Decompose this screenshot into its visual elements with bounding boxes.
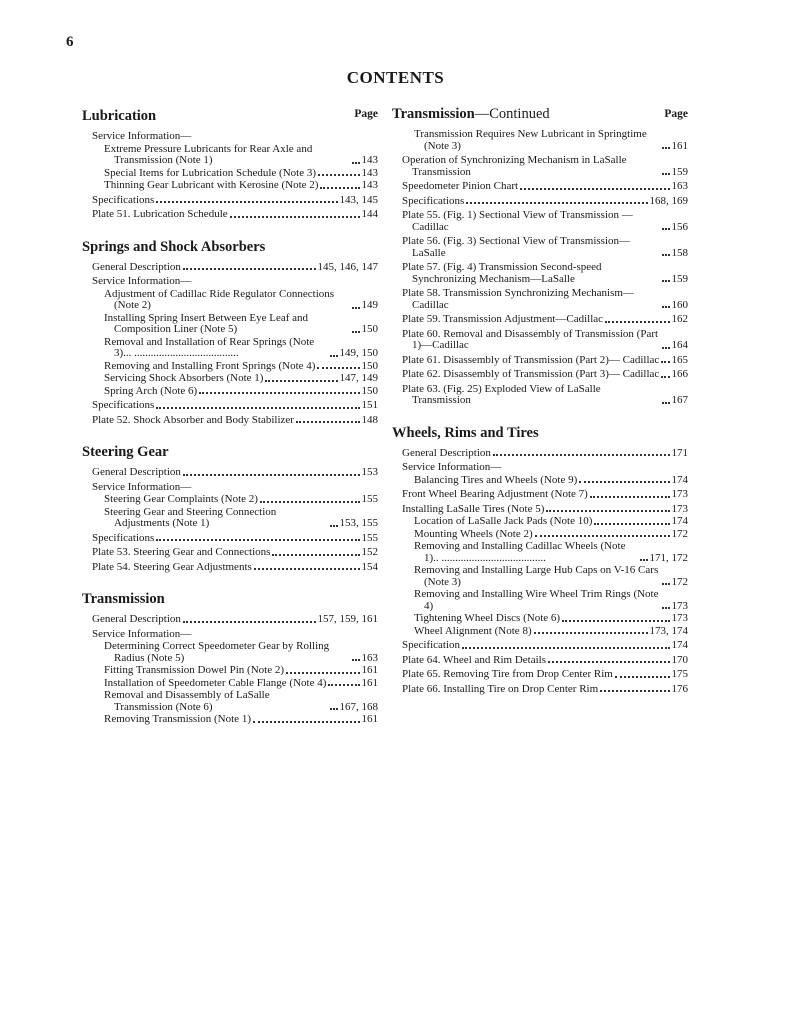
section-heading-text: Transmission: [82, 591, 165, 607]
toc-entry[interactable]: [82, 276, 378, 288]
dot-leader: [352, 331, 360, 333]
entry-page-number: 172: [671, 575, 688, 588]
dot-leader: [156, 407, 359, 409]
dot-leader: [520, 188, 669, 190]
entry-page-number: 168, 169: [649, 194, 688, 207]
entry-title: Thinning Gear Lubricant with Kerosine (Note 2): [104, 179, 319, 191]
entry-page-number: 175: [671, 668, 688, 680]
toc-entry[interactable]: [82, 494, 378, 506]
entry-title: Installing LaSalle Tires (Note 5): [402, 502, 545, 515]
entry-title: Plate 53. Steering Gear and Connections: [92, 546, 271, 558]
section-heading: [82, 444, 378, 461]
entry-page-number: 151: [361, 399, 378, 411]
entry-page-number: 149: [361, 299, 378, 311]
entry-title: Servicing Shock Absorbers (Note 1): [104, 372, 264, 384]
section-heading-text: Transmission: [392, 106, 475, 122]
dot-leader: [260, 501, 360, 503]
toc-entry[interactable]: [82, 562, 378, 574]
entry-title: Removing and Installing Large Hub Caps on V-16 Cars (Note 3): [414, 564, 659, 588]
entry-page-number: 163: [671, 180, 688, 192]
toc-entry[interactable]: [392, 489, 688, 501]
dot-leader: [600, 690, 669, 692]
dot-leader: [253, 721, 360, 723]
toc-entry[interactable]: [392, 516, 688, 528]
toc-entry[interactable]: [82, 289, 378, 312]
toc-section: [82, 591, 378, 726]
toc-entry[interactable]: [392, 462, 688, 474]
dot-leader: [594, 523, 669, 525]
entry-title: Steering Gear and Steering Connection Adjustments (Note 1): [104, 505, 277, 529]
entry-page-number: 172: [671, 527, 688, 540]
toc-entry[interactable]: [392, 613, 688, 625]
entry-title: Location of LaSalle Jack Pads (Note 10): [414, 515, 593, 527]
entry-title: Plate 54. Steering Gear Adjustments: [92, 560, 252, 573]
toc-entry[interactable]: [82, 144, 378, 167]
entry-title: General Description: [92, 260, 181, 273]
dot-leader: [328, 684, 359, 686]
section-heading-suffix: —Continued: [474, 106, 550, 122]
entry-page-number: 159: [671, 165, 688, 178]
toc-entry[interactable]: [392, 448, 688, 460]
entry-title: Specifications: [92, 193, 155, 206]
entry-page-number: 167, 168: [339, 700, 378, 713]
toc-entry[interactable]: [392, 355, 688, 367]
toc-entry[interactable]: [82, 690, 378, 713]
entry-title: Installation of Speedometer Cable Flange (Note 4): [104, 676, 327, 689]
entry-page-number: 174: [671, 473, 688, 486]
dot-leader: [548, 661, 670, 663]
entry-title: Installing Spring Insert Between Eye Leaf and Composition Liner (Note 5): [104, 311, 309, 335]
entry-title: Plate 59. Transmission Adjustment—Cadillac: [402, 313, 604, 325]
entry-title: Service Information—: [92, 627, 192, 640]
entry-title: Removing and Installing Wire Wheel Trim Rings (Note 4): [414, 588, 659, 612]
section-heading: [392, 425, 688, 442]
toc-entry[interactable]: [82, 400, 378, 412]
entry-title: Fitting Transmission Dowel Pin (Note 2): [104, 664, 284, 676]
entry-page-number: 154: [361, 560, 378, 573]
dot-leader: [605, 321, 669, 323]
dot-leader: [662, 607, 670, 609]
toc-entry[interactable]: [392, 626, 688, 638]
section-heading: [392, 106, 688, 123]
dot-leader: [662, 306, 670, 308]
entry-title: General Description: [92, 466, 181, 478]
dot-leader: [546, 510, 669, 512]
toc-entry[interactable]: [82, 313, 378, 336]
dot-leader: [296, 421, 360, 423]
dot-leader: [317, 367, 359, 369]
dot-leader: [320, 187, 359, 189]
entry-page-number: 161: [361, 713, 378, 725]
toc-entry[interactable]: [392, 589, 688, 612]
entry-page-number: 167: [671, 394, 688, 406]
entry-page-number: 171: [671, 446, 688, 459]
page-column-header: Page: [664, 108, 688, 120]
entry-title: Specification: [402, 639, 461, 651]
entry-title: Plate 55. (Fig. 1) Sectional View of Transmission — Cadillac: [402, 209, 633, 233]
toc-entry[interactable]: [392, 684, 688, 696]
dot-leader: [493, 454, 670, 456]
section-heading: [82, 239, 378, 256]
toc-entry[interactable]: [82, 373, 378, 385]
entry-page-number: 174: [671, 639, 688, 651]
dot-leader: [562, 620, 669, 622]
toc-entry[interactable]: [392, 262, 688, 285]
toc-entry[interactable]: [392, 640, 688, 652]
entry-title: Removing and Installing Front Springs (Note 4): [104, 359, 316, 372]
toc-entry[interactable]: [82, 168, 378, 180]
toc-section: [82, 444, 378, 573]
page-column-header: Page: [354, 108, 378, 120]
dot-leader: [352, 659, 360, 661]
entry-page-number: 173: [671, 612, 688, 624]
toc-entry[interactable]: [82, 482, 378, 494]
entry-page-number: 159: [671, 272, 688, 285]
entry-page-number: 155: [361, 493, 378, 505]
entry-page-number: 143: [361, 166, 378, 179]
entry-title: Specifications: [92, 399, 155, 411]
entry-page-number: 174: [671, 515, 688, 527]
toc-entry[interactable]: [82, 629, 378, 641]
entry-title: Tightening Wheel Discs (Note 6): [414, 612, 561, 624]
dot-leader: [199, 392, 359, 394]
toc-entry[interactable]: [392, 504, 688, 516]
dot-leader: [662, 147, 670, 149]
entry-page-number: 148: [361, 413, 378, 426]
toc-entry[interactable]: [82, 614, 378, 626]
toc-entry[interactable]: [82, 533, 378, 545]
dot-leader: [352, 162, 360, 164]
entry-page-number: 173: [671, 599, 688, 612]
toc-entry[interactable]: [82, 467, 378, 479]
entry-page-number: 143: [361, 154, 378, 166]
page-title: CONTENTS: [346, 68, 445, 87]
toc-entry[interactable]: [392, 210, 688, 233]
toc-entry[interactable]: [392, 181, 688, 193]
dot-leader: [330, 355, 338, 357]
toc-entry[interactable]: [82, 415, 378, 427]
toc-entry[interactable]: [82, 507, 378, 530]
dot-leader: [662, 228, 670, 230]
toc-entry[interactable]: [82, 131, 378, 143]
section-heading-text: Lubrication: [82, 108, 157, 124]
entry-page-number: 170: [671, 653, 688, 666]
entry-title: Wheel Alignment (Note 8): [414, 624, 532, 637]
dot-leader: [535, 535, 670, 537]
toc-entry[interactable]: [392, 655, 688, 667]
section-heading-text: Steering Gear: [82, 444, 169, 460]
entry-title: Removing Transmission (Note 1): [104, 713, 251, 725]
entry-title: Service Information—: [402, 461, 502, 473]
dot-leader: [662, 347, 670, 349]
entry-page-number: 161: [361, 664, 378, 676]
entry-title: Front Wheel Bearing Adjustment (Note 7): [402, 488, 588, 500]
entry-title: Spring Arch (Note 6): [104, 384, 198, 397]
entry-title: Plate 63. (Fig. 25) Exploded View of LaSalle Transmission: [402, 382, 601, 406]
dot-leader: [183, 621, 316, 623]
entry-title: Plate 60. Removal and Disassembly of Transmission (Part 1)—Cadillac: [402, 327, 659, 351]
toc-section: [82, 108, 378, 221]
entry-title: Plate 65. Removing Tire from Drop Center Rim: [402, 668, 613, 680]
contents-column-right: [392, 108, 688, 713]
entry-page-number: 176: [671, 682, 688, 695]
dot-leader: [318, 174, 360, 176]
section-heading: [82, 591, 378, 608]
dot-leader: [330, 708, 338, 710]
entry-page-number: 162: [671, 313, 688, 325]
entry-title: Determining Correct Speedometer Gear by Rolling Radius (Note 5): [104, 640, 330, 664]
dot-leader: [579, 481, 669, 483]
toc-entry[interactable]: [82, 262, 378, 274]
toc-entry[interactable]: [392, 196, 688, 208]
contents-column-left: [82, 108, 378, 744]
dot-leader: [183, 268, 316, 270]
entry-title: Removal and Disassembly of LaSalle Transmission (Note 6): [104, 689, 270, 713]
toc-entry[interactable]: [392, 565, 688, 588]
dot-leader: [254, 568, 360, 570]
entry-title: Speedometer Pinion Chart: [402, 180, 519, 192]
toc-entry[interactable]: [392, 129, 688, 152]
entry-page-number: 156: [671, 220, 688, 233]
toc-entry[interactable]: [392, 529, 688, 541]
toc-entry[interactable]: [82, 337, 378, 360]
dot-leader: [661, 361, 669, 363]
dot-leader: [230, 216, 360, 218]
toc-entry[interactable]: [82, 678, 378, 690]
entry-page-number: 153, 155: [339, 517, 378, 529]
entry-page-number: 158: [671, 246, 688, 259]
entry-title: Mounting Wheels (Note 2): [414, 527, 533, 540]
toc-entry[interactable]: [82, 665, 378, 677]
toc-entry[interactable]: [82, 209, 378, 221]
entry-page-number: 173, 174: [649, 624, 688, 637]
toc-section: [82, 239, 378, 427]
entry-page-number: 166: [671, 368, 688, 380]
dot-leader: [265, 380, 337, 382]
entry-page-number: 145, 146, 147: [317, 260, 378, 273]
entry-page-number: 143, 145: [339, 193, 378, 206]
entry-title: Service Information—: [92, 130, 192, 142]
entry-title: Steering Gear Complaints (Note 2): [104, 493, 258, 505]
entry-page-number: 147, 149: [339, 372, 378, 384]
dot-leader: [662, 280, 670, 282]
entry-page-number: 173: [671, 488, 688, 500]
toc-entry[interactable]: [82, 547, 378, 559]
entry-title: Specifications: [92, 531, 155, 544]
toc-entry[interactable]: [82, 180, 378, 192]
dot-leader: [272, 554, 359, 556]
entry-page-number: 150: [361, 359, 378, 372]
entry-page-number: 150: [361, 323, 378, 335]
dot-leader: [352, 307, 360, 309]
entry-page-number: 144: [361, 208, 378, 220]
entry-title: Plate 52. Shock Absorber and Body Stabilizer: [92, 413, 294, 426]
dot-leader: [466, 202, 647, 204]
toc-entry[interactable]: [82, 386, 378, 398]
dot-leader: [662, 583, 670, 585]
toc-entry[interactable]: [392, 236, 688, 259]
toc-entry[interactable]: [82, 195, 378, 207]
entry-page-number: 171, 172: [649, 551, 688, 564]
dot-leader: [662, 402, 670, 404]
toc-entry[interactable]: [82, 361, 378, 373]
toc-section: [392, 425, 688, 696]
entry-title: Service Information—: [92, 275, 192, 287]
entry-title: General Description: [92, 613, 181, 625]
dot-leader: [462, 647, 669, 649]
entry-title: Plate 51. Lubrication Schedule: [92, 208, 228, 220]
entry-title: Balancing Tires and Wheels (Note 9): [414, 473, 578, 486]
dot-leader: [183, 474, 360, 476]
entry-page-number: 163: [361, 651, 378, 664]
dot-leader: [640, 559, 648, 561]
entry-title: Transmission Requires New Lubricant in Springtime (Note 3): [414, 128, 647, 152]
entry-title: Special Items for Lubrication Schedule (Note 3): [104, 166, 316, 179]
entry-title: Operation of Synchronizing Mechanism in LaSalle Transmission: [402, 154, 627, 178]
entry-page-number: 149, 150: [339, 347, 378, 359]
entry-title: Service Information—: [92, 480, 192, 493]
entry-title: Removal and Installation of Rear Springs (Note 3)... ......................................: [104, 335, 315, 359]
entry-title: Extreme Pressure Lubricants for Rear Axle and Transmission (Note 1): [104, 142, 313, 166]
entry-title: General Description: [402, 446, 491, 459]
toc-entry[interactable]: [392, 314, 688, 326]
entry-page-number: 143: [361, 179, 378, 191]
page-number: 6: [66, 34, 74, 50]
entry-title: Plate 56. (Fig. 3) Sectional View of Transmission— LaSalle: [402, 235, 630, 259]
entry-page-number: 161: [361, 676, 378, 689]
entry-page-number: 155: [361, 531, 378, 544]
entry-title: Plate 58. Transmission Synchronizing Mechanism— Cadillac: [402, 287, 634, 311]
dot-leader: [286, 672, 360, 674]
entry-title: Plate 57. (Fig. 4) Transmission Second-speed Synchronizing Mechanism—LaSalle: [402, 261, 602, 285]
entry-title: Plate 61. Disassembly of Transmission (Part 2)— Cadillac: [402, 353, 660, 366]
dot-leader: [615, 676, 670, 678]
entry-title: Plate 64. Wheel and Rim Details: [402, 653, 546, 666]
toc-entry[interactable]: [392, 155, 688, 178]
section-heading-text: Springs and Shock Absorbers: [82, 238, 266, 255]
section-heading: [82, 108, 378, 125]
section-heading-text: Wheels, Rims and Tires: [392, 424, 539, 441]
entry-page-number: 165: [671, 353, 688, 366]
entry-title: Adjustment of Cadillac Ride Regulator Connections (Note 2): [104, 287, 335, 311]
toc-entry[interactable]: [392, 541, 688, 564]
dot-leader: [662, 173, 670, 175]
toc-entry[interactable]: [392, 475, 688, 487]
entry-title: Plate 62. Disassembly of Transmission (Part 3)— Cadillac: [402, 368, 660, 380]
toc-entry[interactable]: [82, 641, 378, 664]
toc-entry[interactable]: [392, 669, 688, 681]
toc-section: [392, 106, 688, 407]
dot-leader: [661, 376, 669, 378]
entry-page-number: 160: [671, 298, 688, 311]
dot-leader: [156, 201, 337, 203]
toc-entry[interactable]: [82, 714, 378, 726]
toc-entry[interactable]: [392, 329, 688, 352]
toc-entry[interactable]: [392, 369, 688, 381]
dot-leader: [534, 632, 648, 634]
entry-page-number: 164: [671, 339, 688, 351]
entry-title: Removing and Installing Cadillac Wheels (Note 1).. ......................................: [414, 540, 626, 564]
toc-entry[interactable]: [392, 384, 688, 407]
entry-title: Specifications: [402, 194, 465, 207]
dot-leader: [156, 539, 359, 541]
dot-leader: [662, 254, 670, 256]
entry-page-number: 161: [671, 139, 688, 152]
dot-leader: [590, 496, 670, 498]
entry-title: Plate 66. Installing Tire on Drop Center Rim: [402, 682, 599, 695]
entry-page-number: 150: [361, 384, 378, 397]
toc-entry[interactable]: [392, 288, 688, 311]
dot-leader: [330, 525, 338, 527]
entry-page-number: 152: [361, 546, 378, 558]
entry-page-number: 157, 159, 161: [317, 613, 378, 625]
entry-page-number: 153: [361, 466, 378, 478]
entry-page-number: 173: [671, 502, 688, 515]
